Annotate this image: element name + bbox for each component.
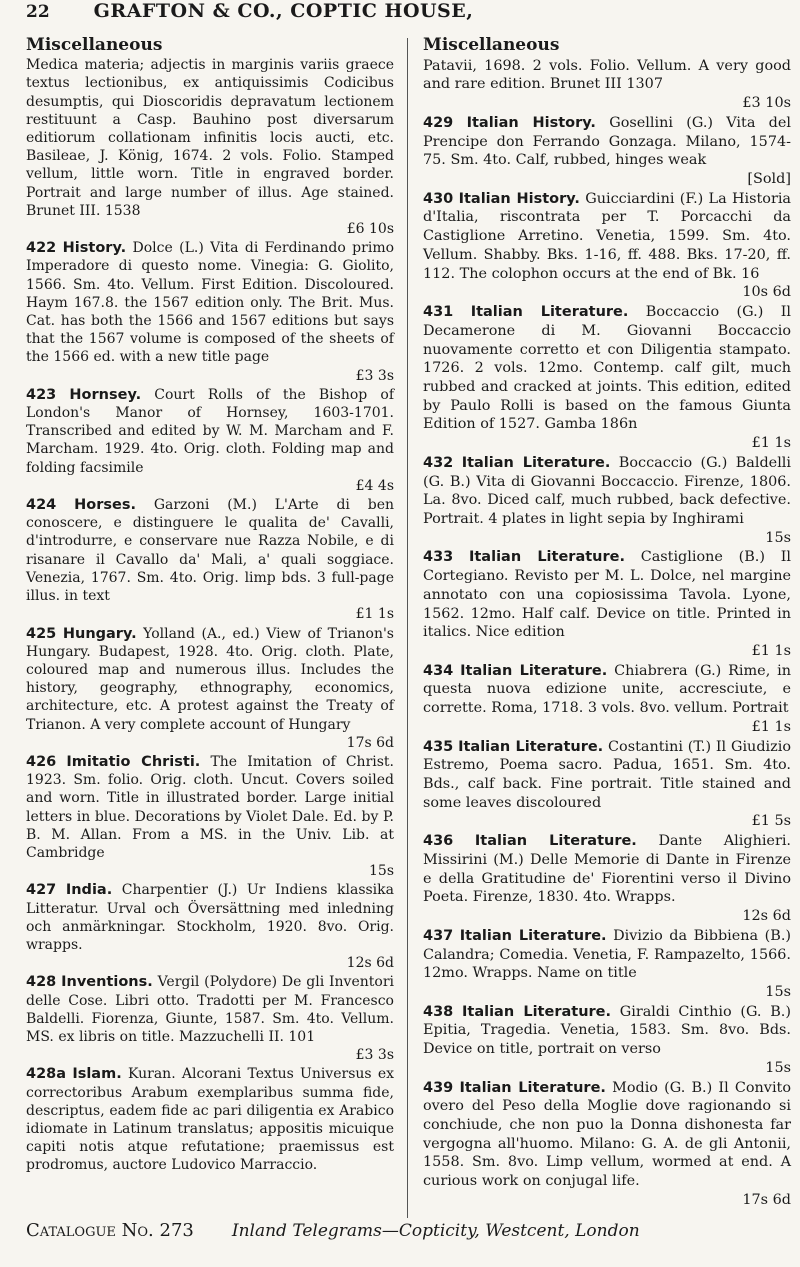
entry-subject: Italian Literature.	[459, 927, 607, 944]
entry-text	[26, 56, 394, 220]
entry-price: £6 10s	[346, 221, 394, 238]
entry-subject: India.	[65, 882, 113, 899]
entry-subject: Imitatio Christi.	[66, 753, 201, 770]
catalogue-entry	[26, 753, 394, 880]
entry-text	[423, 114, 791, 170]
entry-subject: Hornsey.	[69, 386, 142, 403]
entry-text	[26, 973, 394, 1046]
entry-description: Guicciardini (F.) La Historia d'Italia, riscontrata per T. Porcacchi da Castiglione Arretino. Venetia, 1599. Sm. 4to. Vellum. Shabby. Bks. 1-16, ff. 488. Bks. 17-20, ff. 112. The colophon occurs at the end of Bk. 16	[423, 190, 792, 282]
page-footer	[26, 1220, 778, 1241]
column-divider	[407, 38, 408, 1218]
entry-subject: Italian Literature.	[461, 454, 611, 471]
entry-text	[423, 57, 791, 94]
catalogue-entry	[26, 973, 394, 1064]
entry-text	[423, 1079, 791, 1191]
entry-number: 426	[26, 753, 57, 770]
entry-number: 428	[26, 974, 57, 991]
entry-text	[26, 386, 394, 477]
entry-price: 12s 6d	[346, 955, 394, 972]
entry-number: 428a	[26, 1066, 67, 1083]
entry-description: Boccaccio (G.) Baldelli (G. B.) Vita di Giovanni Boccaccio. Firenze, 1806. La. 8vo. Diced calf, much rubbed, back defective. Portrait. 4 plates in light sepia by Inghirami	[423, 454, 791, 527]
entry-description: Modio (G. B.) Il Convito overo del Peso della Moglie dove ragionando si conchiude, che non puo la Donna dishonesta far vergogna all'huomo. Milano: G. A. de gli Antonii, 1558. Sm. 8vo. Limp vellum, wormed at end. A curious work on conjugal life.	[423, 1079, 791, 1190]
entry-price: £3 3s	[355, 1047, 394, 1064]
entry-price: £1 5s	[751, 813, 791, 830]
catalogue-entry	[26, 1065, 394, 1174]
catalogue-entry	[423, 1079, 791, 1210]
entry-number: 430	[423, 190, 454, 207]
catalogue-entry	[423, 738, 791, 832]
section-title: Miscellaneous	[26, 35, 163, 55]
entry-text	[26, 881, 394, 954]
entry-description: Castiglione (B.) Il Cortegiano. Revisto per M. L. Dolce, nel margine annotato con una copiosissima Tavola. Lyone, 1562. 12mo. Half calf. Device on title. Printed in italics. Nice edition	[423, 549, 791, 641]
entry-number: 437	[423, 927, 454, 944]
catalogue-entry	[26, 625, 394, 752]
entry-number: 438	[423, 1003, 454, 1020]
entry-subject: Islam.	[72, 1066, 122, 1083]
catalogue-entry	[26, 881, 394, 972]
entry-text	[26, 625, 394, 734]
entry-text	[423, 738, 791, 813]
entry-description: Patavii, 1698. 2 vols. Folio. Vellum. A very good and rare edition. Brunet III 1307	[423, 57, 791, 93]
entry-subject: Italian History.	[458, 190, 580, 207]
entry-description: Medica materia; adjectis in marginis variis graece textus lectionibus, ex antiquissimis Codicibus desumptis, qui Dioscoridis depravatum lectionem restituunt a Casp. Bauhino post diversarum editiorum collationam infinitis locis aucti, etc. Basileae, J. König, 1674. 2 vols. Folio. Stamped vellum, little worn. Title in engraved border. Portrait and large number of illus. Age stained. Brunet III. 1538	[26, 57, 394, 219]
catalogue-entry	[26, 496, 394, 623]
entry-price: 15s	[765, 983, 791, 1000]
entry-price: £3 3s	[355, 367, 394, 384]
entry-price: £3 10s	[742, 95, 791, 112]
entry-number: 427	[26, 882, 57, 899]
entry-subject: Hungary.	[62, 625, 137, 642]
entry-number: 429	[423, 114, 454, 131]
catalogue-entry	[423, 548, 791, 660]
entry-number: 436	[423, 833, 454, 850]
entry-subject: Italian Literature.	[470, 304, 629, 321]
catalogue-entry	[423, 1003, 791, 1078]
entry-price: 12s 6d	[742, 908, 791, 925]
entry-price: £1 1s	[355, 606, 394, 623]
entry-text	[26, 1065, 394, 1174]
entry-number: 423	[26, 386, 57, 403]
catalogue-entry	[26, 56, 394, 238]
catalogue-entry	[423, 114, 791, 189]
page-number: 22	[26, 2, 50, 22]
entry-text	[423, 927, 791, 983]
entry-price: 15s	[765, 529, 791, 546]
entry-text	[423, 454, 791, 529]
entry-description: Divizio da Bibbiena (B.) Calandra; Comedia. Venetia, F. Rampazelto, 1566. 12mo. Wrapps. Name on title	[423, 927, 792, 982]
entry-price: £4 4s	[355, 477, 394, 494]
entry-subject: Italian History.	[466, 114, 596, 131]
entry-number: 432	[423, 454, 454, 471]
entry-description: Dante Alighieri. Missirini (M.) Delle Memorie di Dante in Firenze e della Gratitudine de' Fiorentini verso il Divino Poeta. Firenze, 1830. 4to. Wrapps.	[423, 833, 792, 906]
catalogue-entry	[26, 386, 394, 495]
entry-text	[26, 496, 394, 605]
entry-description: Court Rolls of the Bishop of London's Manor of Hornsey, 1603-1701. Transcribed and edited by W. M. Marcham and F. Marcham. 1929. 4to. Orig. cloth. Folding map and folding facsimile	[26, 386, 395, 476]
section-title: Miscellaneous	[423, 35, 560, 55]
entry-text	[423, 303, 791, 434]
entry-description: Garzoni (M.) L'Arte di ben conoscere, e distinguere le qualita de' Cavalli, d'introdurre, e conservare nue Razza Nobile, e di risanare il Cavallo da' Mali, a' quali soggiace. Venezia, 1767. Sm. 4to. Orig. limp bds. 3 full-page illus. in text	[26, 497, 394, 605]
entry-price: 15s	[765, 1059, 791, 1076]
catalogue-entry	[423, 303, 791, 453]
entry-subject: Italian Literature.	[460, 662, 608, 679]
entry-subject: Italian Literature.	[458, 738, 604, 755]
catalogue-entry	[423, 832, 791, 926]
entry-subject: Horses.	[74, 497, 136, 514]
entry-description: Kuran. Alcorani Textus Universus ex correctoribus Arabum exemplaribus summa fide, descriptus, eadem fide ac pari diligentia ex Arabico idiomate in Latinum translatus; appositis micuique capiti notis atque refutatione; praemissus est prodromus, auctore Ludovico Marraccio.	[26, 1066, 395, 1174]
entry-subject: History.	[62, 240, 127, 257]
entry-price: 17s 6d	[346, 734, 394, 751]
entry-price: £1 1s	[751, 643, 791, 659]
catalogue-entry	[423, 927, 791, 1002]
entry-price: £1 1s	[751, 435, 791, 452]
entry-number: 422	[26, 240, 57, 257]
entry-price: [Sold]	[747, 171, 791, 188]
entry-number: 431	[423, 304, 454, 321]
entry-subject: Italian Literature.	[462, 1003, 612, 1020]
entry-description: Chiabrera (G.) Rime, in questa nuova edizione unite, accresciute, e corrette. Roma, 1718. 3 vols. 8vo. vellum. Portrait	[423, 662, 791, 717]
catalogue-number: Catalogue No. 273	[26, 1220, 194, 1241]
entry-text	[423, 662, 791, 718]
entry-subject: Italian Literature.	[459, 1079, 606, 1096]
entry-number: 433	[423, 549, 454, 566]
entry-number: 434	[423, 662, 454, 679]
entry-description: Dolce (L.) Vita di Ferdinando primo Imperadore di questo nome. Vinegia: G. Giolito, 1566. Sm. 4to. Vellum. First Edition. Discoloured. Haym 167.8. the 1567 edition only. The Brit. Mus. Cat. has both the 1566 and 1567 editions but says that the 1567 volume is composed of the sheets of the 1566 ed. with a new title page	[26, 240, 395, 366]
entry-number: 424	[26, 497, 57, 514]
entry-description: Giraldi Cinthio (G. B.) Epitia, Tragedia. Venetia, 1583. Sm. 8vo. Bds. Device on title, portrait on verso	[423, 1003, 791, 1058]
entry-price: 15s	[369, 863, 394, 880]
entry-number: 425	[26, 625, 57, 642]
catalogue-entry	[423, 190, 791, 302]
entry-description: Boccaccio (G.) Il Decamerone di M. Giovanni Boccaccio nuovamente corretto et con Diligentia stampato. 1726. 2 vols. 12mo. Contemp. calf gilt, much rubbed and cracked at joints. This edition, edited by Paulo Rolli is based on the famous Giunta Edition of 1527. Gamba 186n	[423, 304, 791, 433]
entry-price: £1 1s	[751, 718, 791, 735]
entry-subject: Inventions.	[61, 974, 153, 991]
entry-subject: Italian Literature.	[474, 833, 637, 850]
telegram-address: Inland Telegrams—Copticity, Westcent, London	[231, 1221, 640, 1241]
entry-number: 435	[423, 738, 454, 755]
entry-description: The Imitation of Christ. 1923. Sm. folio. Orig. cloth. Uncut. Covers soiled and worn. Title in illustrated border. Large initial letters in blue. Decorations by Violet Dale. Ed. by P. B. M. Allan. From a MS. in the Univ. Lib. at Cambridge	[26, 753, 395, 861]
entry-text	[423, 190, 791, 284]
entry-text	[26, 753, 394, 862]
running-head: GRAFTON & CO., COPTIC HOUSE,	[93, 0, 474, 22]
entry-description: Charpentier (J.) Ur Indiens klassika Litteratur. Urval och Översättning med inledning och anmärkningar. Stockholm, 1920. 8vo. Orig. wrapps.	[26, 882, 394, 953]
entry-text	[26, 239, 394, 366]
entry-text	[423, 832, 791, 907]
catalogue-entry	[423, 57, 791, 113]
entry-text	[423, 548, 791, 642]
left-column	[26, 36, 394, 1176]
page-header	[26, 0, 778, 30]
entry-description: Costantini (T.) Il Giudizio Estremo, Poema sacro. Padua, 1651. Sm. 4to. Bds., calf back. Fine portrait. Title stained and some leaves discoloured	[423, 738, 791, 811]
catalogue-entry	[26, 239, 394, 385]
catalogue-entry	[423, 662, 791, 737]
entry-description: Yolland (A., ed.) View of Trianon's Hungary. Budapest, 1928. 4to. Orig. cloth. Plate, coloured map and numerous illus. Includes the history, geography, ethnography, economics, architecture, etc. A protest against the Treaty of Trianon. A very complete account of Hungary	[26, 625, 394, 733]
entry-price: 17s 6d	[742, 1191, 791, 1208]
entry-text	[423, 1003, 791, 1059]
entry-description: Vergil (Polydore) De gli Inventori delle Cose. Libri otto. Tradotti per M. Francesco Baldelli. Fiorenza, Giunte, 1587. Sm. 4to. Vellum. MS. ex libris on title. Mazzuchelli II. 101	[26, 974, 394, 1045]
catalogue-entry	[423, 454, 791, 548]
right-column	[423, 36, 791, 1211]
entry-subject: Italian Literature.	[468, 549, 625, 566]
entry-description: Gosellini (G.) Vita del Prencipe don Ferrando Gonzaga. Milano, 1574-75. Sm. 4to. Calf, rubbed, hinges weak	[423, 114, 792, 169]
entry-price: 10s 6d	[742, 284, 791, 301]
entry-number: 439	[423, 1079, 454, 1096]
